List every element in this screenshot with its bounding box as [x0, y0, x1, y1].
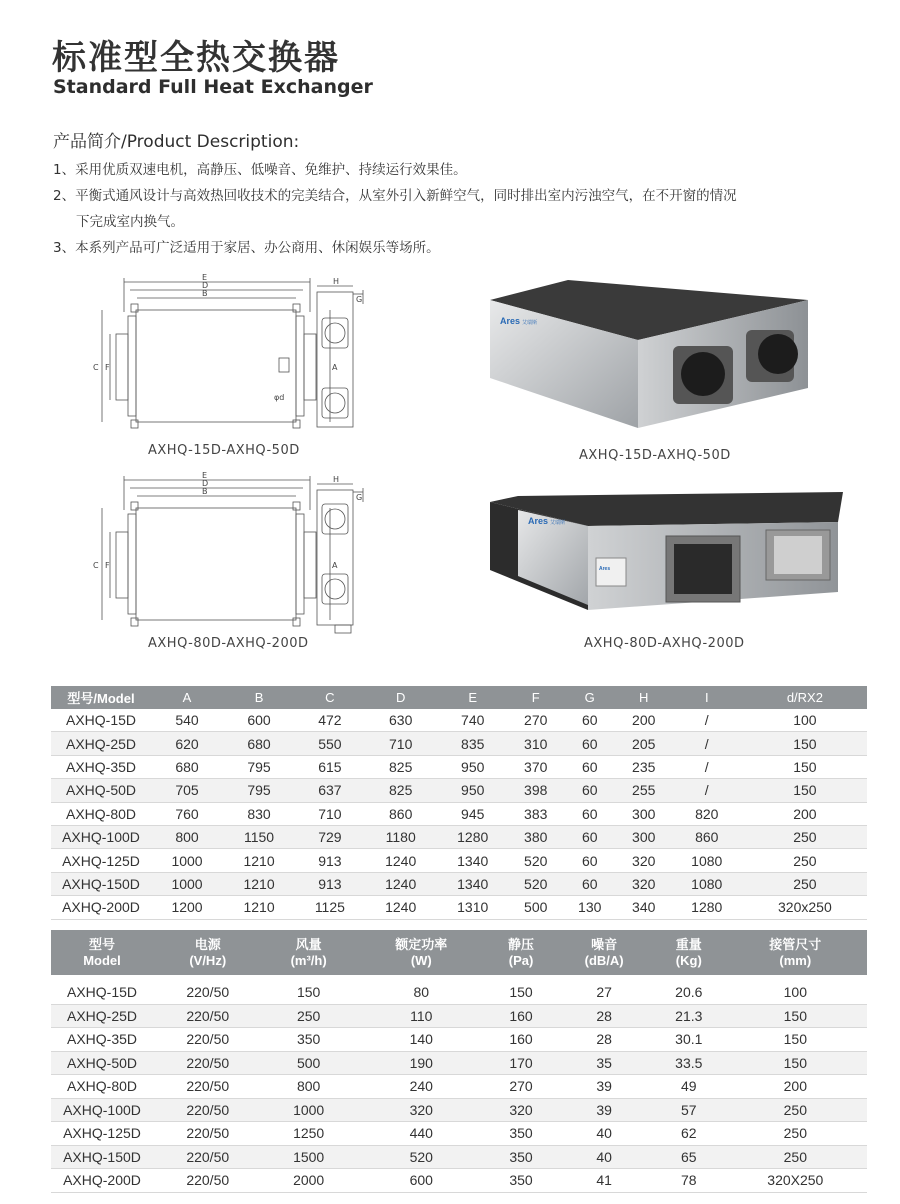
table-cell: 1210: [223, 872, 295, 895]
table-cell: 630: [365, 709, 437, 732]
model-cell: AXHQ-150D: [51, 1145, 153, 1169]
model-cell: AXHQ-80D: [51, 802, 151, 825]
table-cell: 1210: [223, 849, 295, 872]
model-cell: AXHQ-200D: [51, 1169, 153, 1193]
dim-label-b: B: [202, 487, 208, 496]
table-row: [51, 981, 867, 1004]
table-row: [51, 1004, 867, 1028]
dim-label-e: E: [202, 471, 208, 480]
table-cell: 250: [262, 1004, 354, 1028]
table-cell: 57: [654, 1098, 724, 1122]
dim-label-a: A: [332, 363, 338, 372]
dim-label-b: B: [202, 289, 208, 298]
performance-table-header: [51, 930, 867, 975]
table-cell: 1240: [365, 896, 437, 919]
table-cell: 860: [671, 825, 743, 848]
table-cell: 220/50: [153, 1145, 262, 1169]
table-row: [51, 1169, 867, 1193]
table-cell: 270: [509, 709, 563, 732]
model-cell: AXHQ-100D: [51, 825, 151, 848]
drawing-caption-large: AXHQ-80D-AXHQ-200D: [148, 636, 309, 651]
table-cell: 28: [554, 1004, 654, 1028]
table-cell: 310: [509, 732, 563, 755]
table-cell: 60: [563, 709, 617, 732]
table-cell: 637: [295, 779, 365, 802]
table-cell: 550: [295, 732, 365, 755]
table-cell: 1280: [671, 896, 743, 919]
table-cell: 1250: [262, 1122, 354, 1146]
table-cell: 40: [554, 1145, 654, 1169]
table-cell: 220/50: [153, 1004, 262, 1028]
table-cell: 1340: [437, 872, 509, 895]
table-cell: 190: [355, 1051, 488, 1075]
column-header-f: F: [509, 686, 563, 709]
table-cell: 1000: [151, 872, 223, 895]
table-cell: 170: [488, 1051, 555, 1075]
model-cell: AXHQ-15D: [51, 709, 151, 732]
table-cell: 28: [554, 1028, 654, 1052]
dim-label-d: D: [202, 281, 209, 290]
table-cell: 500: [262, 1051, 354, 1075]
table-cell: 150: [488, 981, 555, 1004]
table-cell: 710: [295, 802, 365, 825]
table-cell: 21.3: [654, 1004, 724, 1028]
model-cell: AXHQ-35D: [51, 1028, 153, 1052]
table-cell: 795: [223, 779, 295, 802]
table-cell: 220/50: [153, 1169, 262, 1193]
table-cell: 680: [151, 755, 223, 778]
drawing-caption-small: AXHQ-15D-AXHQ-50D: [148, 443, 300, 458]
column-header-g: G: [563, 686, 617, 709]
table-row: [51, 872, 867, 895]
column-header-e: E: [437, 686, 509, 709]
table-cell: 440: [355, 1122, 488, 1146]
table-row: [51, 896, 867, 919]
table-cell: 60: [563, 825, 617, 848]
table-cell: 760: [151, 802, 223, 825]
table-cell: 220/50: [153, 981, 262, 1004]
table-cell: 1210: [223, 896, 295, 919]
model-cell: AXHQ-15D: [51, 981, 153, 1004]
column-header-a: A: [151, 686, 223, 709]
table-cell: 830: [223, 802, 295, 825]
table-cell: 250: [724, 1098, 867, 1122]
table-cell: 150: [743, 779, 867, 802]
table-cell: 150: [743, 732, 867, 755]
dim-label-a: A: [332, 561, 338, 570]
dim-label-c: C: [93, 561, 99, 570]
column-header-c: C: [295, 686, 365, 709]
dimension-table-header: [51, 686, 867, 709]
table-cell: 2000: [262, 1169, 354, 1193]
photo-caption-small: AXHQ-15D-AXHQ-50D: [579, 448, 731, 463]
table-cell: 60: [563, 755, 617, 778]
table-cell: 49: [654, 1075, 724, 1099]
table-cell: 320: [355, 1098, 488, 1122]
column-header-model: 型号 Model: [51, 930, 153, 975]
model-cell: AXHQ-25D: [51, 732, 151, 755]
table-cell: 950: [437, 779, 509, 802]
table-cell: /: [671, 709, 743, 732]
table-cell: 620: [151, 732, 223, 755]
table-cell: 950: [437, 755, 509, 778]
table-cell: 600: [223, 709, 295, 732]
table-cell: 600: [355, 1169, 488, 1193]
column-header-weight: 重量 (Kg): [654, 930, 724, 975]
page-title: 标准型全热交换器: [52, 38, 340, 78]
photo-caption-large: AXHQ-80D-AXHQ-200D: [584, 636, 745, 651]
table-cell: 500: [509, 896, 563, 919]
column-header-duct: d/RX2: [743, 686, 867, 709]
model-cell: AXHQ-125D: [51, 1122, 153, 1146]
table-cell: 35: [554, 1051, 654, 1075]
table-cell: 1240: [365, 872, 437, 895]
column-header-duct-size: 接管尺寸 (mm): [724, 930, 867, 975]
dimension-table: [51, 686, 867, 920]
table-cell: 100: [724, 981, 867, 1004]
table-cell: 60: [563, 849, 617, 872]
table-cell: 520: [509, 872, 563, 895]
table-cell: 39: [554, 1075, 654, 1099]
description-item-3: 3、本系列产品可广泛适用于家居、办公商用、休闲娱乐等场所。: [53, 240, 440, 256]
table-cell: 1240: [365, 849, 437, 872]
table-cell: 140: [355, 1028, 488, 1052]
table-cell: 1280: [437, 825, 509, 848]
table-cell: 1150: [223, 825, 295, 848]
table-cell: 1000: [151, 849, 223, 872]
table-row: [51, 849, 867, 872]
page-subtitle: Standard Full Heat Exchanger: [53, 76, 373, 98]
table-cell: 255: [617, 779, 671, 802]
table-cell: 60: [563, 872, 617, 895]
model-cell: AXHQ-50D: [51, 779, 151, 802]
table-cell: 150: [262, 981, 354, 1004]
table-cell: 220/50: [153, 1122, 262, 1146]
technical-drawing-small-side: [305, 278, 375, 438]
model-cell: AXHQ-50D: [51, 1051, 153, 1075]
table-cell: 820: [671, 802, 743, 825]
table-cell: 220/50: [153, 1028, 262, 1052]
table-cell: 200: [743, 802, 867, 825]
table-row: [51, 709, 867, 732]
table-cell: 370: [509, 755, 563, 778]
table-row: [51, 1122, 867, 1146]
table-cell: 795: [223, 755, 295, 778]
table-cell: 320: [617, 872, 671, 895]
table-cell: 200: [724, 1075, 867, 1099]
table-cell: 540: [151, 709, 223, 732]
table-cell: 680: [223, 732, 295, 755]
column-header-model: 型号/Model: [51, 686, 151, 709]
table-cell: 100: [743, 709, 867, 732]
table-cell: 250: [724, 1145, 867, 1169]
table-row: [51, 1098, 867, 1122]
table-cell: 520: [355, 1145, 488, 1169]
product-photo-small: [478, 278, 838, 428]
table-cell: 110: [355, 1004, 488, 1028]
table-cell: 220/50: [153, 1075, 262, 1099]
table-cell: 615: [295, 755, 365, 778]
table-cell: 60: [563, 802, 617, 825]
table-cell: 39: [554, 1098, 654, 1122]
table-cell: 1080: [671, 849, 743, 872]
table-cell: 220/50: [153, 1051, 262, 1075]
description-item-2-continued: 下完成室内换气。: [76, 214, 184, 230]
table-cell: 41: [554, 1169, 654, 1193]
description-heading: 产品简介/Product Description:: [53, 132, 300, 152]
table-cell: 835: [437, 732, 509, 755]
table-cell: 860: [365, 802, 437, 825]
column-header-rated-power: 额定功率 (W): [355, 930, 488, 975]
table-cell: 220/50: [153, 1098, 262, 1122]
table-cell: 913: [295, 872, 365, 895]
table-cell: 1200: [151, 896, 223, 919]
table-row: [51, 779, 867, 802]
description-list: [53, 157, 853, 261]
dim-label-g: G: [356, 493, 363, 502]
table-cell: 472: [295, 709, 365, 732]
table-cell: 1000: [262, 1098, 354, 1122]
dim-label-f: F: [105, 561, 110, 570]
table-row: [51, 732, 867, 755]
table-cell: 520: [509, 849, 563, 872]
product-photo-large: [488, 480, 848, 630]
table-cell: /: [671, 732, 743, 755]
table-cell: 340: [617, 896, 671, 919]
model-cell: AXHQ-200D: [51, 896, 151, 919]
table-cell: 320: [617, 849, 671, 872]
table-cell: 350: [488, 1145, 555, 1169]
table-cell: 33.5: [654, 1051, 724, 1075]
table-row: [51, 1145, 867, 1169]
brand-logo: Ares: [528, 516, 549, 526]
brand-logo-cn: 艾瑞斯: [522, 320, 538, 326]
column-header-h: H: [617, 686, 671, 709]
table-cell: 740: [437, 709, 509, 732]
table-cell: 205: [617, 732, 671, 755]
model-cell: AXHQ-80D: [51, 1075, 153, 1099]
table-cell: 20.6: [654, 981, 724, 1004]
table-cell: 1500: [262, 1145, 354, 1169]
dim-label-c: C: [93, 363, 99, 372]
table-cell: 320: [488, 1098, 555, 1122]
table-cell: 1080: [671, 872, 743, 895]
description-item-2: 2、平衡式通风设计与高效热回收技术的完美结合，从室外引入新鲜空气，同时排出室内污浊空气，在不开窗的情况: [53, 188, 737, 204]
table-cell: 300: [617, 825, 671, 848]
brand-logo: Ares: [500, 316, 521, 326]
table-cell: 150: [724, 1051, 867, 1075]
table-cell: 1180: [365, 825, 437, 848]
dim-label-h: H: [333, 278, 340, 286]
table-cell: 320X250: [724, 1169, 867, 1193]
performance-table: [51, 930, 867, 1193]
model-cell: AXHQ-25D: [51, 1004, 153, 1028]
column-header-noise: 噪音 (dB/A): [554, 930, 654, 975]
table-cell: 200: [617, 709, 671, 732]
table-cell: 150: [724, 1028, 867, 1052]
table-cell: 383: [509, 802, 563, 825]
column-header-d: D: [365, 686, 437, 709]
dim-label-f: F: [105, 363, 110, 372]
table-cell: 320x250: [743, 896, 867, 919]
table-cell: 250: [743, 849, 867, 872]
table-cell: 825: [365, 779, 437, 802]
table-row: [51, 1028, 867, 1052]
table-row: [51, 1051, 867, 1075]
table-cell: 270: [488, 1075, 555, 1099]
table-cell: 62: [654, 1122, 724, 1146]
column-header-static-pressure: 静压 (Pa): [488, 930, 555, 975]
table-cell: 729: [295, 825, 365, 848]
table-cell: 710: [365, 732, 437, 755]
dim-label-h: H: [333, 476, 340, 484]
brand-logo-cn: 艾瑞斯: [550, 520, 566, 526]
table-cell: 350: [262, 1028, 354, 1052]
table-cell: 705: [151, 779, 223, 802]
dim-label-phid: φd: [274, 393, 285, 402]
table-row: [51, 755, 867, 778]
table-cell: 150: [724, 1004, 867, 1028]
table-cell: 60: [563, 732, 617, 755]
table-row: [51, 825, 867, 848]
table-cell: 380: [509, 825, 563, 848]
table-cell: 300: [617, 802, 671, 825]
table-cell: 1340: [437, 849, 509, 872]
table-cell: 398: [509, 779, 563, 802]
table-cell: 27: [554, 981, 654, 1004]
model-cell: AXHQ-100D: [51, 1098, 153, 1122]
column-header-i: I: [671, 686, 743, 709]
model-cell: AXHQ-125D: [51, 849, 151, 872]
column-header-power-supply: 电源 (V/Hz): [153, 930, 262, 975]
table-cell: 913: [295, 849, 365, 872]
table-cell: 240: [355, 1075, 488, 1099]
table-cell: 130: [563, 896, 617, 919]
label-plate-brand: Ares: [599, 566, 611, 572]
table-row: [51, 802, 867, 825]
table-cell: 1125: [295, 896, 365, 919]
table-cell: 80: [355, 981, 488, 1004]
table-cell: 945: [437, 802, 509, 825]
table-cell: 150: [743, 755, 867, 778]
model-cell: AXHQ-35D: [51, 755, 151, 778]
table-cell: 78: [654, 1169, 724, 1193]
dim-label-g: G: [356, 295, 363, 304]
table-cell: 160: [488, 1004, 555, 1028]
column-header-b: B: [223, 686, 295, 709]
dim-label-d: D: [202, 479, 209, 488]
table-cell: /: [671, 755, 743, 778]
table-cell: 800: [262, 1075, 354, 1099]
description-item-1: 1、采用优质双速电机，高静压、低噪音、免维护、持续运行效果佳。: [53, 162, 467, 178]
table-cell: 30.1: [654, 1028, 724, 1052]
table-cell: 1310: [437, 896, 509, 919]
table-cell: 160: [488, 1028, 555, 1052]
table-cell: /: [671, 779, 743, 802]
table-cell: 250: [743, 872, 867, 895]
dim-label-e: E: [202, 273, 208, 282]
table-cell: 800: [151, 825, 223, 848]
table-cell: 350: [488, 1169, 555, 1193]
technical-drawing-large-side: [305, 476, 375, 636]
table-cell: 40: [554, 1122, 654, 1146]
table-cell: 60: [563, 779, 617, 802]
model-cell: AXHQ-150D: [51, 872, 151, 895]
table-row: [51, 1075, 867, 1099]
table-cell: 250: [743, 825, 867, 848]
table-cell: 250: [724, 1122, 867, 1146]
column-header-airflow: 风量 (m³/h): [262, 930, 354, 975]
table-cell: 65: [654, 1145, 724, 1169]
table-cell: 825: [365, 755, 437, 778]
table-cell: 350: [488, 1122, 555, 1146]
table-cell: 235: [617, 755, 671, 778]
